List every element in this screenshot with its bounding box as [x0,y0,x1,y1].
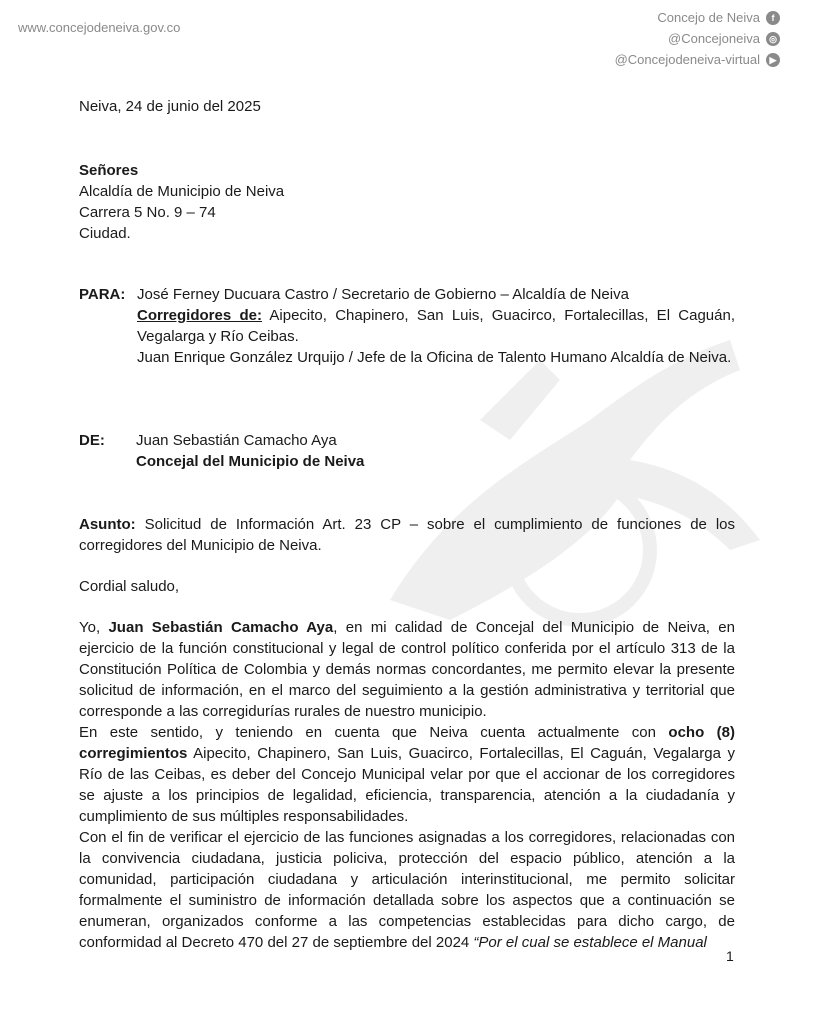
corregidores-text: Aipecito, Chapinero, San Luis, Guacirco, Fortalecillas, El Caguán, Vegalarga y Río Ceibas. [137,307,736,345]
de-label: DE: [79,432,105,449]
asunto-text: Solicitud de Información Art. 23 CP – sobre el cumplimiento de funciones de los corregidores del Municipio de Neiva. [79,516,735,554]
facebook-icon: f [766,11,780,25]
paragraph-1-pre: Yo, [79,619,109,636]
paragraph-1-name: Juan Sebastián Camacho Aya [108,619,334,636]
para-line-1: José Ferney Ducuara Castro / Secretario de Gobierno – Alcaldía de Neiva [137,286,629,303]
de-title: Concejal del Municipio de Neiva [136,453,365,470]
social-instagram-label: @Concejoneiva [668,31,760,46]
paragraph-2-pre: En este sentido, y teniendo en cuenta que Neiva cuenta actualmente con [79,724,669,741]
social-facebook-label: Concejo de Neiva [657,10,760,25]
greeting: Cordial saludo, [79,578,180,595]
recipient-salutation: Señores [79,162,139,179]
body-paragraphs [79,617,735,953]
de-name: Juan Sebastián Camacho Aya [136,432,337,449]
para-corregidores [137,305,735,347]
para-block [79,284,735,368]
para-content [137,284,735,368]
recipient-line: Alcaldía de Municipio de Neiva [79,183,285,200]
paragraph-3 [79,827,735,953]
para-line-3: Juan Enrique González Urquijo / Jefe de la Oficina de Talento Humano Alcaldía de Neiva. [137,349,732,366]
paragraph-1-post: , en mi calidad de Concejal del Municipio de Neiva, en ejercicio de la función constitucional y legal de control político conferida por el artículo 313 de la Constitución Política de Colombia y demás normas concordantes, me permito elevar la presente solicitud de información, en el marco del seguimiento a la gestión administrativa y territorial que corresponde a las corregidurías rurales de nuestro municipio. [79,619,735,720]
paragraph-2-bold: ocho (8) corregimientos [79,724,735,762]
youtube-icon: ▶ [766,53,780,67]
paragraph-1 [79,617,735,722]
recipient-line: Carrera 5 No. 9 – 74 [79,204,216,221]
asunto-block [79,514,735,556]
paragraph-3-text: Con el fin de verificar el ejercicio de las funciones asignadas a los corregidores, relacionadas con la convivencia ciudadana, justicia policiva, protección del espacio público, atención a la comunidad, participación ciudadana y articulación interinstitucional, me permito solicitar formalmente el suministro de información detallada sobre los aspectos que a continuación se enumeran, organizados conforme a las competencias establecidas para dicho cargo, de conformidad al Decreto 470 del 27 de septiembre del 2024 [79,829,735,951]
recipient-block [79,160,735,244]
social-youtube-label: @Concejodeneiva-virtual [614,52,760,67]
paragraph-2-post: Aipecito, Chapinero, San Luis, Guacirco, Fortalecillas, El Caguán, Vegalarga y Río de las Ceibas, es deber del Concejo Municipal velar por que el accionar de los corregidores se ajuste a los principios de legalidad, eficiencia, transparencia, atención a la ciudadanía y cumplimiento de sus múltiples responsabilidades. [79,745,735,825]
page-number: 1 [726,948,734,964]
social-facebook[interactable] [657,10,775,25]
social-instagram[interactable] [668,31,777,46]
paragraph-3-italic: “Por el cual se establece el Manual [473,934,707,951]
asunto-label: Asunto: [79,516,136,533]
de-block [79,430,735,472]
instagram-icon: ◎ [766,32,780,46]
website-url[interactable]: www.concejodeneiva.gov.co [18,20,181,35]
paragraph-2 [79,722,735,827]
recipient-line: Ciudad. [79,225,131,242]
social-youtube[interactable] [614,52,777,67]
corregidores-label: Corregidores de: [137,307,262,324]
letter-date: Neiva, 24 de junio del 2025 [79,98,261,115]
para-label: PARA: [79,286,126,303]
